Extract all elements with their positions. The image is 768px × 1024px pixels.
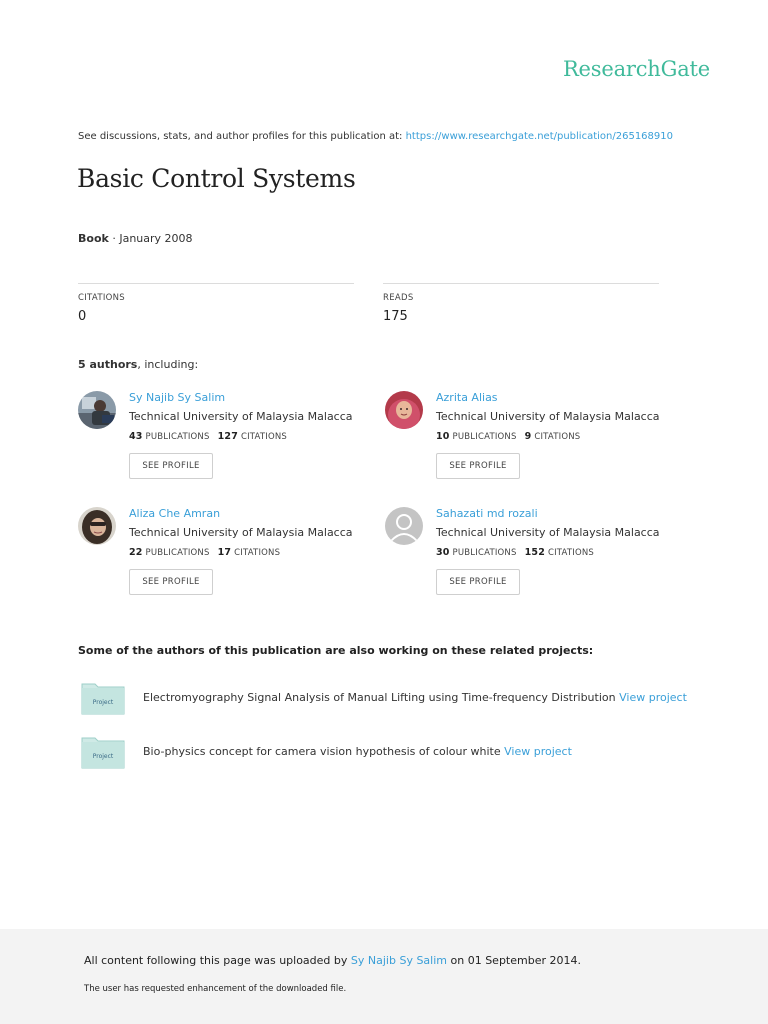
author-stats [129, 431, 379, 442]
see-profile-button[interactable]: SEE PROFILE [129, 569, 213, 595]
author-institution: Technical University of Malaysia Malacca [436, 526, 660, 539]
discussion-line [78, 131, 673, 142]
publications-count: 22 [129, 547, 143, 558]
publications-label: PUBLICATIONS [145, 432, 210, 442]
photo-avatar-icon [78, 507, 116, 545]
author-avatar[interactable] [78, 507, 116, 545]
project-item [81, 736, 721, 770]
project-icon-label: Project [92, 699, 114, 706]
publications-label: PUBLICATIONS [452, 548, 517, 558]
author-institution: Technical University of Malaysia Malacca [129, 526, 353, 539]
discussion-prefix: See discussions, stats, and author profiles for this publication at: [78, 131, 406, 142]
citations-label: CITATIONS [240, 432, 288, 442]
citations-label: CITATIONS [534, 432, 581, 442]
project-title-text: Electromyography Signal Analysis of Manual Lifting using Time-frequency Distribution [143, 691, 616, 704]
citations-label: CITATIONS [547, 548, 595, 558]
publications-count: 10 [436, 431, 450, 442]
author-stats [436, 547, 686, 558]
publication-title: Basic Control Systems [77, 164, 356, 193]
citations-count: 17 [217, 547, 232, 558]
default-user-icon [385, 507, 423, 545]
citations-label: CITATIONS [78, 293, 125, 303]
authors-heading [78, 358, 198, 371]
authors-heading-suffix: , including: [137, 358, 199, 371]
author-avatar[interactable] [385, 507, 423, 545]
enhancement-note: The user has requested enhancement of the downloaded file. [84, 984, 347, 994]
author-stats [129, 547, 379, 558]
reads-label: READS [383, 293, 414, 303]
project-folder-icon[interactable] [81, 682, 125, 715]
author-stats [436, 431, 686, 442]
photo-avatar-icon [78, 391, 116, 429]
authors-count: 5 authors [78, 358, 138, 371]
citations-count: 9 [524, 431, 532, 442]
project-item [81, 682, 721, 716]
citations-count: 152 [524, 547, 546, 558]
author-name-link[interactable]: Aliza Che Amran [129, 507, 221, 520]
author-name-link[interactable]: Sy Najib Sy Salim [129, 391, 226, 404]
project-title-text: Bio-physics concept for camera vision hypothesis of colour white [143, 745, 501, 758]
upload-footer [0, 929, 768, 1024]
see-profile-button[interactable]: SEE PROFILE [436, 453, 520, 479]
citations-value: 0 [78, 309, 87, 324]
see-profile-button[interactable]: SEE PROFILE [436, 569, 520, 595]
publications-count: 30 [436, 547, 450, 558]
publication-url-link[interactable]: https://www.researchgate.net/publication/265168910 [405, 131, 673, 142]
project-title [143, 745, 572, 758]
author-institution: Technical University of Malaysia Malacca [436, 410, 660, 423]
meta-separator: · [108, 232, 120, 245]
view-project-link[interactable]: View project [619, 691, 687, 704]
related-projects-heading: Some of the authors of this publication are also working on these related projects: [78, 644, 594, 657]
project-icon-label: Project [92, 753, 114, 760]
publication-date: January 2008 [119, 232, 193, 245]
citations-label: CITATIONS [234, 548, 281, 558]
author-name-link[interactable]: Sahazati md rozali [436, 507, 538, 520]
publications-label: PUBLICATIONS [452, 432, 517, 442]
researchgate-logo[interactable]: ResearchGate [562, 57, 710, 81]
publications-label: PUBLICATIONS [145, 548, 210, 558]
publications-count: 43 [129, 431, 143, 442]
uploader-link[interactable]: Sy Najib Sy Salim [350, 954, 447, 967]
author-institution: Technical University of Malaysia Malacca [129, 410, 353, 423]
reads-value: 175 [383, 309, 408, 324]
citations-stat [78, 283, 354, 324]
publication-type: Book [78, 232, 109, 245]
author-name-link[interactable]: Azrita Alias [436, 391, 498, 404]
author-avatar[interactable] [385, 391, 423, 429]
project-folder-icon[interactable] [81, 736, 125, 769]
citations-count: 127 [217, 431, 239, 442]
upload-suffix: on 01 September 2014. [447, 954, 581, 967]
view-project-link[interactable]: View project [504, 745, 572, 758]
reads-stat [383, 283, 659, 324]
project-title [143, 691, 687, 704]
photo-avatar-icon [385, 391, 423, 429]
publication-meta [78, 232, 193, 245]
upload-prefix: All content following this page was uploaded by [84, 954, 351, 967]
upload-info [84, 954, 581, 967]
author-avatar[interactable] [78, 391, 116, 429]
see-profile-button[interactable]: SEE PROFILE [129, 453, 213, 479]
